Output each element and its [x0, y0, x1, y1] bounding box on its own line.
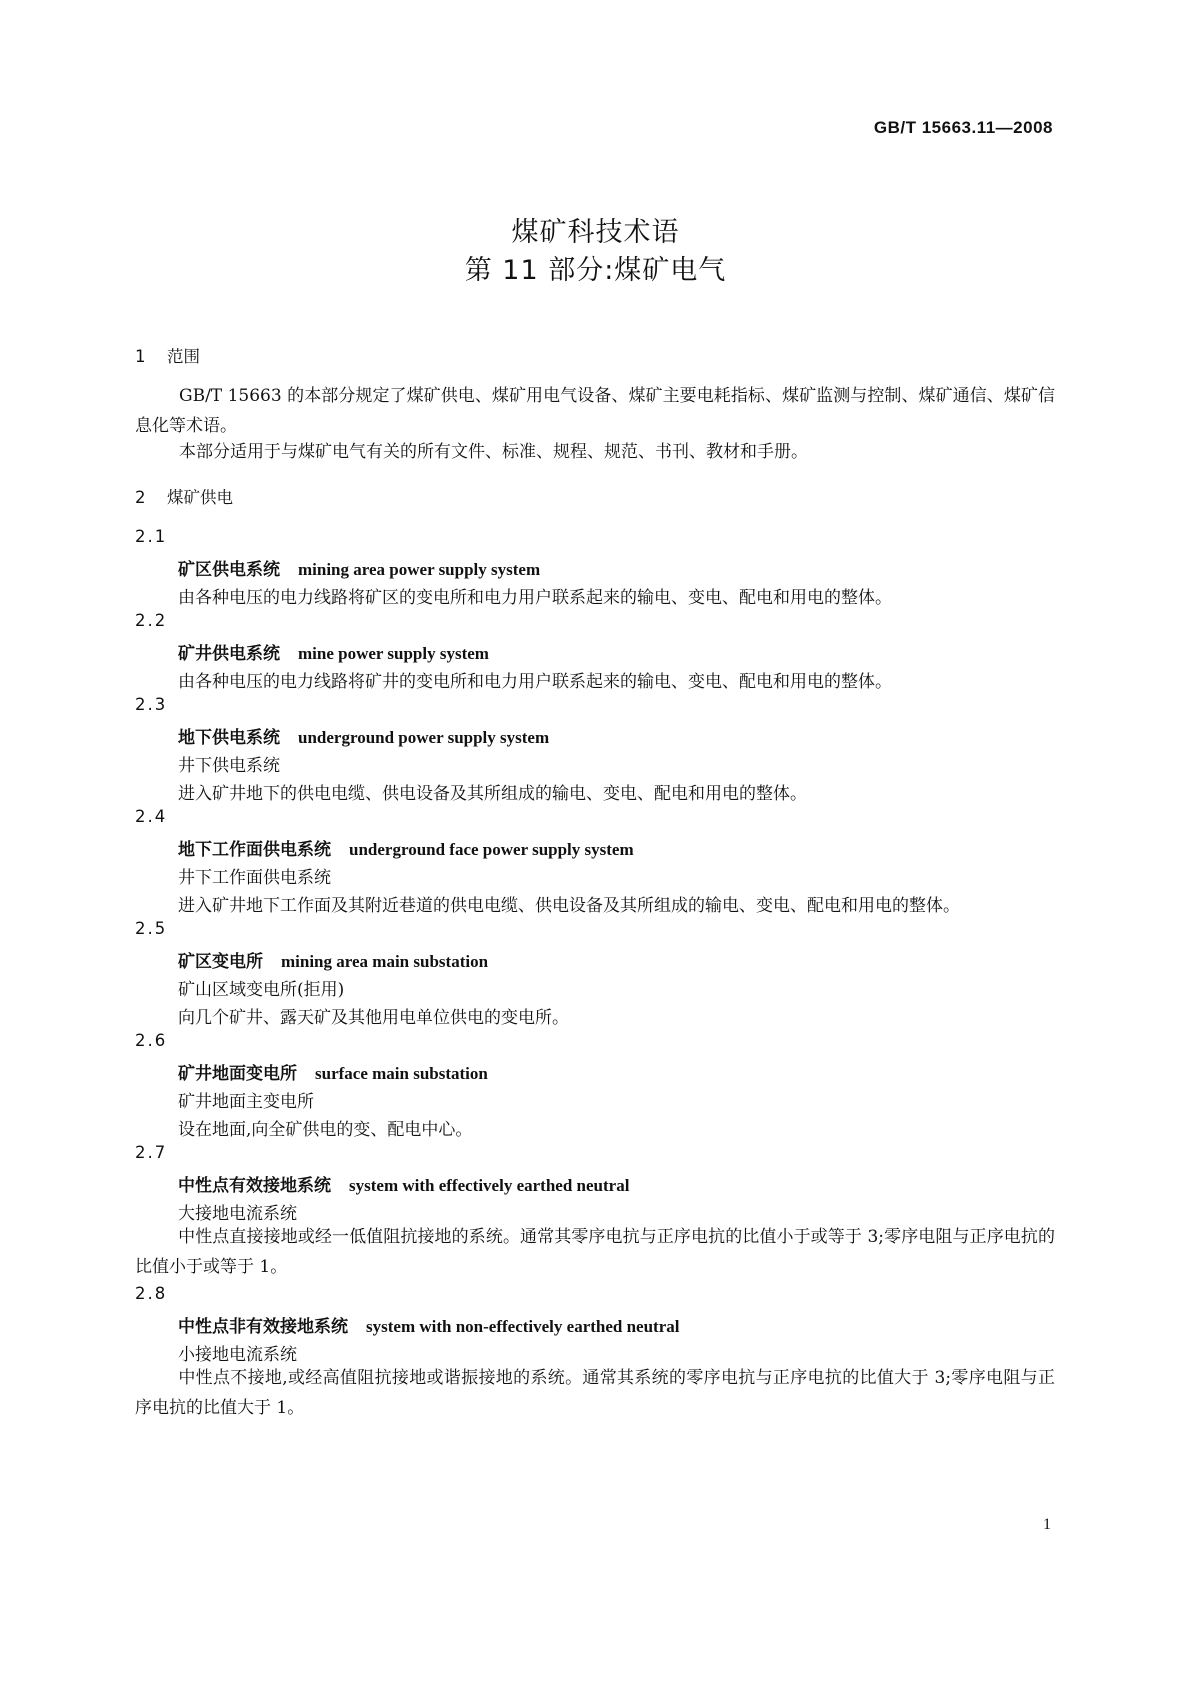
section-2-heading: [135, 484, 233, 508]
section-title: 煤矿供电: [167, 488, 233, 507]
term-definition: 进入矿井地下工作面及其附近巷道的供电电缆、供电设备及其所组成的输电、变电、配电和用电的整体。: [178, 896, 960, 916]
term-en: underground face power supply system: [349, 840, 634, 859]
term-zh: 矿区变电所: [178, 952, 263, 972]
term-zh: 矿区供电系统: [178, 560, 280, 580]
term-line: [178, 835, 634, 860]
term-line: [178, 1171, 629, 1196]
term-synonym: 井下工作面供电系统: [178, 868, 331, 888]
term-synonym: 矿井地面主变电所: [178, 1092, 314, 1112]
clause-number: 2.6: [135, 1031, 168, 1050]
section-title: 范围: [167, 347, 200, 366]
term-definition-text: 中性点不接地,或经高值阻抗接地或谐振接地的系统。通常其系统的零序电抗与正序电抗的比值大于 3;零序电阻与正序电抗的比值大于 1。: [135, 1368, 1055, 1418]
term-line: [178, 555, 540, 580]
term-line: [178, 1312, 680, 1337]
term-zh: 中性点非有效接地系统: [178, 1317, 348, 1337]
term-en: underground power supply system: [298, 728, 550, 747]
document-title: [0, 214, 1191, 290]
term-synonym: 井下供电系统: [178, 756, 280, 776]
clause-number: 2.1: [135, 527, 168, 546]
scope-paragraph-1: [135, 381, 1055, 441]
section-number: 1: [135, 347, 146, 366]
term-en: surface main substation: [315, 1064, 488, 1083]
title-line-1: 煤矿科技术语: [511, 217, 680, 248]
clause-number: 2.7: [135, 1143, 168, 1162]
term-synonym: 小接地电流系统: [178, 1345, 297, 1365]
term-zh: 地下工作面供电系统: [178, 840, 331, 860]
term-en: mining area main substation: [281, 952, 489, 971]
clause-number: 2.2: [135, 611, 168, 630]
term-line: [178, 723, 549, 748]
page-number: 1: [1043, 1516, 1051, 1533]
term-definition: 由各种电压的电力线路将矿井的变电所和电力用户联系起来的输电、变电、配电和用电的整体。: [178, 672, 892, 692]
clause-number: 2.5: [135, 919, 168, 938]
clause-number: 2.3: [135, 695, 168, 714]
scope-text-2: 本部分适用于与煤矿电气有关的所有文件、标准、规程、规范、书刊、教材和手册。: [179, 442, 808, 462]
scope-paragraph-2: [135, 437, 1055, 467]
term-zh: 地下供电系统: [178, 728, 280, 748]
term-definition: 进入矿井地下的供电电缆、供电设备及其所组成的输电、变电、配电和用电的整体。: [178, 784, 807, 804]
term-en: system with effectively earthed neutral: [349, 1176, 630, 1195]
scope-text-1: GB/T 15663 的本部分规定了煤矿供电、煤矿用电气设备、煤矿主要电耗指标、煤矿监测与控制、煤矿通信、煤矿信息化等术语。: [135, 386, 1055, 436]
term-synonym: 大接地电流系统: [178, 1204, 297, 1224]
term-definition-text: 中性点直接接地或经一低值阻抗接地的系统。通常其零序电抗与正序电抗的比值小于或等于 3;零序电阻与正序电抗的比值小于或等于 1。: [135, 1227, 1055, 1277]
term-en: system with non-effectively earthed neutral: [366, 1317, 680, 1336]
title-line-2: 第 11 部分:煤矿电气: [464, 255, 727, 286]
term-line: [178, 1059, 488, 1084]
term-line: [178, 639, 489, 664]
term-definition: 向几个矿井、露天矿及其他用电单位供电的变电所。: [178, 1008, 569, 1028]
term-zh: 矿井地面变电所: [178, 1064, 297, 1084]
term-definition: 设在地面,向全矿供电的变、配电中心。: [178, 1120, 473, 1140]
term-zh: 中性点有效接地系统: [178, 1176, 331, 1196]
term-en: mining area power supply system: [298, 560, 541, 579]
clause-number: 2.4: [135, 807, 168, 826]
term-definition: 由各种电压的电力线路将矿区的变电所和电力用户联系起来的输电、变电、配电和用电的整体。: [178, 588, 892, 608]
term-en: mine power supply system: [298, 644, 489, 663]
term-line: [178, 947, 488, 972]
section-1-heading: [135, 343, 200, 367]
section-number: 2: [135, 488, 146, 507]
standard-code: GB/T 15663.11—2008: [873, 118, 1053, 137]
term-zh: 矿井供电系统: [178, 644, 280, 664]
term-synonym: 矿山区域变电所(拒用): [178, 980, 345, 1000]
clause-number: 2.8: [135, 1284, 168, 1303]
term-definition: [135, 1222, 1055, 1282]
term-definition: [135, 1363, 1055, 1423]
